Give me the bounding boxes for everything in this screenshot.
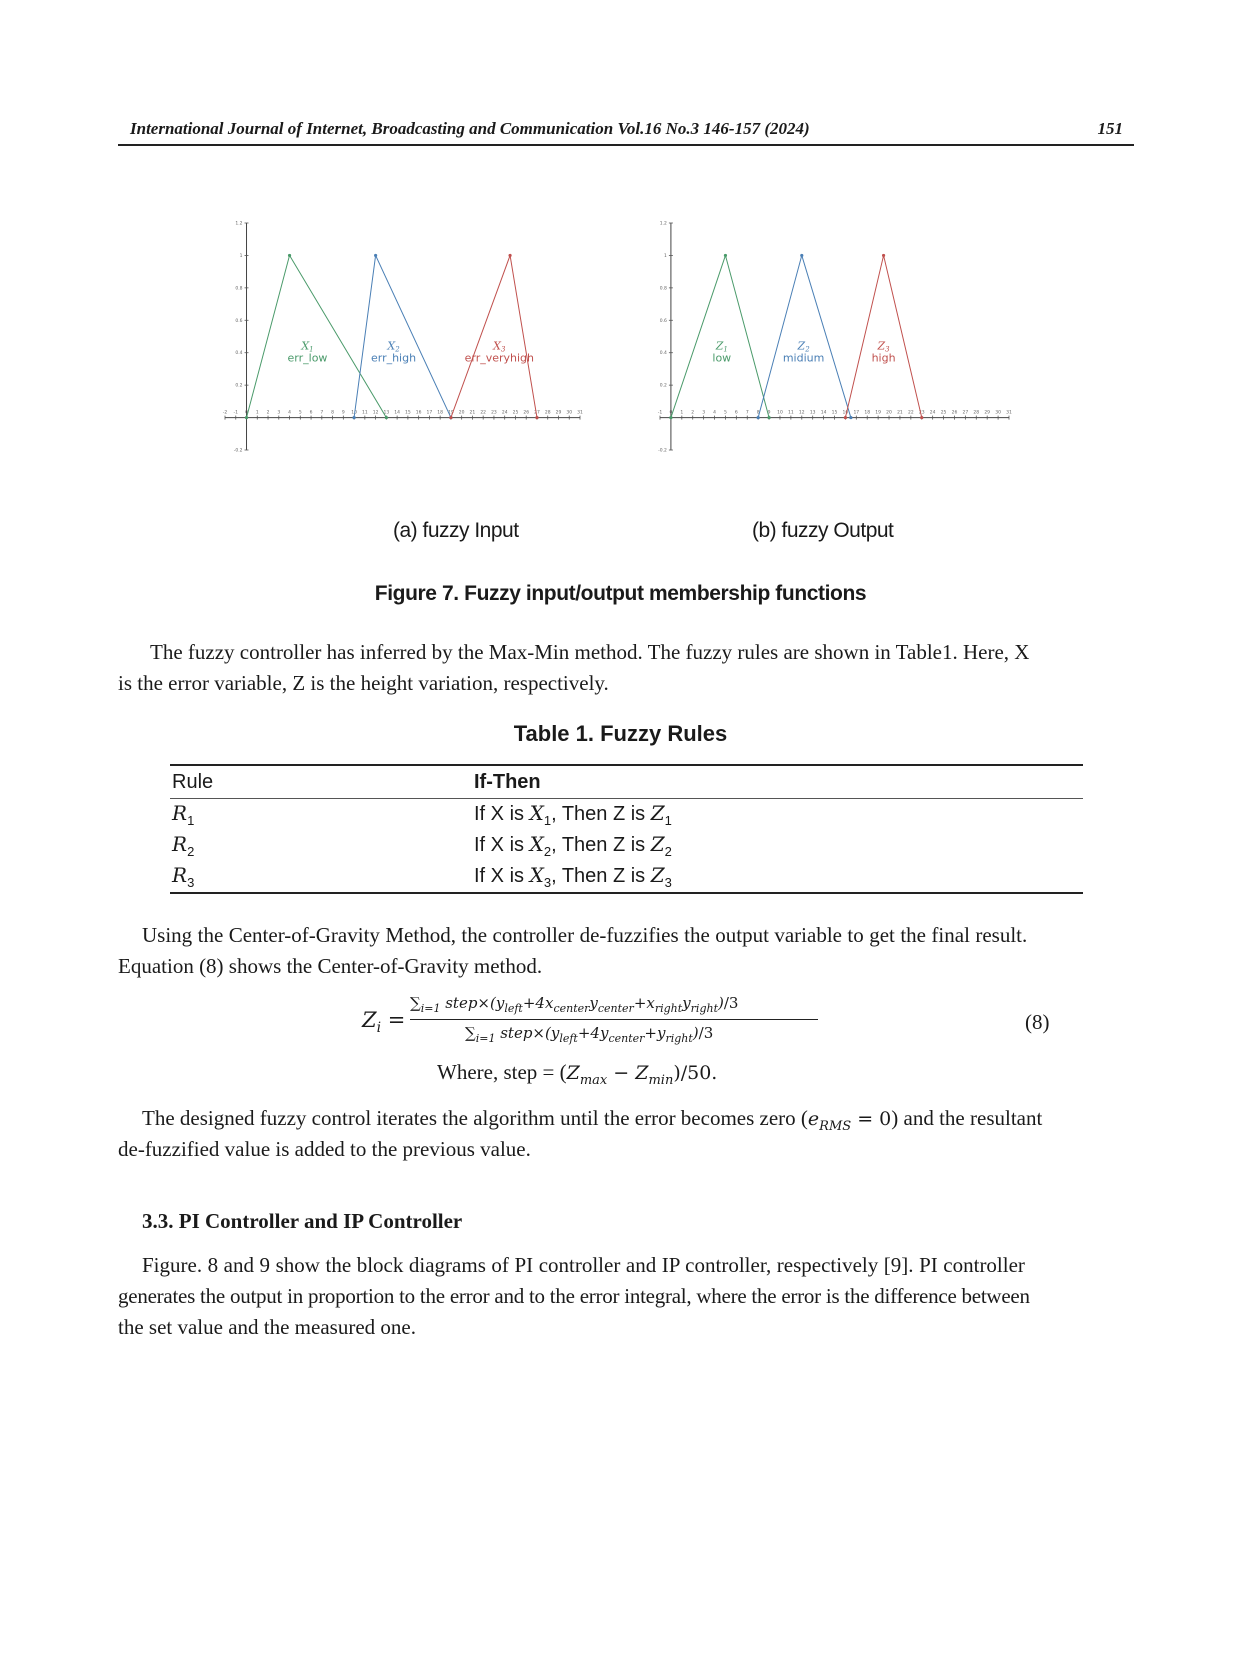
equation-number: (8): [1025, 1010, 1050, 1034]
vertex-point: [385, 416, 388, 419]
x-tick-label: 21: [897, 410, 903, 416]
x-tick-label: 5: [298, 410, 302, 416]
x-tick-label: 11: [361, 410, 368, 416]
figure-caption: Figure 7. Fuzzy input/output membership functions: [374, 582, 867, 605]
x-tick-label: 3: [702, 410, 706, 416]
x-tick-label: 6: [309, 410, 313, 416]
x-tick-label: 29: [555, 410, 562, 416]
x-tick-label: 31: [577, 410, 583, 416]
equation-denominator: $\sum_{i=1}$ $step\times(y_{left}+4y_{center}+y_{right})/3$: [465, 1024, 714, 1045]
x-tick-label: 12: [798, 410, 805, 416]
equation-fraction-bar: [410, 1019, 818, 1020]
x-tick-label: -1: [657, 410, 663, 416]
x-tick-label: 27: [962, 410, 969, 416]
x-tick-label: 23: [491, 410, 497, 416]
set-label: midium: [782, 351, 825, 365]
x-tick-label: 17: [426, 410, 433, 416]
x-tick-label: 19: [448, 410, 454, 416]
paragraph-3-line-2: de-fuzzified value is added to the previous value.: [118, 1137, 531, 1161]
x-tick-label: 25: [940, 410, 947, 416]
paragraph-3-text-a: The designed fuzzy control iterates the algorithm until the error becomes zero (: [142, 1106, 808, 1130]
subcaption-b: (b) fuzzy Output: [752, 519, 894, 542]
x-tick-label: 18: [864, 410, 871, 416]
x-tick-label: 8: [331, 410, 335, 416]
then-text: , Then Z is: [551, 803, 651, 825]
membership-line-high: [842, 255, 921, 417]
equation-lhs: $Z_i$ =: [362, 1008, 406, 1037]
y-tick-label: -0.2: [658, 448, 667, 454]
vertex-point: [724, 254, 727, 257]
set-symbol: X2: [387, 339, 400, 354]
rule-symbol: R: [172, 863, 188, 887]
if-subscript: 2: [543, 844, 552, 859]
rule-cell: [170, 830, 472, 861]
if-subscript: 1: [543, 813, 552, 828]
x-tick-label: 25: [512, 410, 519, 416]
fuzzy-output-plot: [657, 221, 1035, 468]
vertex-point: [882, 254, 885, 257]
y-tick-label: 1: [239, 253, 243, 259]
paragraph-4-line-2: generates the output in proportion to the error and to the error integral, where the error is the difference between: [118, 1284, 1030, 1308]
vertex-point: [757, 416, 760, 419]
paragraph-4-line-3: the set value and the measured one.: [118, 1315, 416, 1339]
x-tick-label: 0: [245, 410, 248, 416]
x-tick-label: 1: [680, 410, 684, 416]
y-tick-label: 0.2: [235, 383, 243, 389]
vertex-point: [920, 416, 923, 419]
paragraph-3-line-1: The designed fuzzy control iterates the algorithm until the error becomes zero $(e_{RMS} = 0)$ and the resultant: [142, 1106, 1043, 1134]
x-tick-label: 21: [469, 410, 476, 416]
x-tick-label: 7: [320, 410, 324, 416]
x-tick-label: 6: [734, 410, 738, 416]
if-text: If X is: [474, 803, 530, 825]
x-tick-label: 23: [918, 410, 925, 416]
x-tick-label: 4: [288, 410, 291, 416]
if-text: If X is: [474, 865, 530, 887]
if-then-cell: [472, 830, 1083, 861]
equation-numerator: $\sum_{i=1}$ $step\times(y_{left}+4x_{center}y_{center}+x_{right}y_{right})/3$: [410, 994, 739, 1015]
fuzzy-rules-table: [170, 764, 1083, 894]
x-tick-label: 3: [277, 410, 281, 416]
vertex-point: [767, 416, 770, 419]
paragraph-2-line-2: Equation (8) shows the Center-of-Gravity method.: [118, 954, 543, 978]
x-tick-label: 13: [809, 410, 816, 416]
set-symbol: X1: [301, 339, 314, 354]
z-symbol: Z: [650, 832, 665, 856]
table-row: [170, 830, 1083, 861]
membership-line-low: [671, 255, 769, 417]
x-tick-label: 22: [480, 410, 487, 416]
paragraph-1-line-1: The fuzzy controller has inferred by the Max-Min method. The fuzzy rules are shown in Table1. Here, X: [150, 640, 1030, 664]
header-rule: [118, 144, 1134, 146]
x-symbol: X: [529, 832, 544, 856]
set-symbol: X3: [493, 339, 506, 354]
then-text: , Then Z is: [551, 834, 651, 856]
x-tick-label: 28: [973, 410, 980, 416]
y-tick-label: 1: [664, 253, 667, 259]
x-symbol: X: [529, 801, 544, 825]
x-tick-label: 15: [831, 410, 838, 416]
rule-symbol: R: [172, 832, 188, 856]
x-tick-label: 12: [372, 410, 379, 416]
set-symbol: Z2: [797, 339, 810, 354]
then-subscript: 2: [664, 844, 672, 859]
set-label: err_high: [370, 351, 417, 365]
subcaption-a: (a) fuzzy Input: [393, 519, 519, 542]
x-tick-label: 24: [929, 410, 936, 416]
x-tick-label: 14: [394, 410, 400, 416]
x-tick-label: 9: [341, 410, 345, 416]
x-tick-label: 10: [351, 410, 357, 416]
x-tick-label: 4: [713, 410, 716, 416]
x-tick-label: 9: [767, 410, 771, 416]
x-tick-label: 5: [724, 410, 727, 416]
vertex-point: [535, 416, 538, 419]
set-symbol: Z3: [877, 339, 890, 354]
column-header-if-then: If-Then: [472, 765, 1083, 799]
running-header: International Journal of Internet, Broadcasting and Communication Vol.16 No.3 146-157 (2024): [130, 119, 810, 138]
x-tick-label: 22: [907, 410, 914, 416]
then-subscript: 1: [664, 813, 672, 828]
paragraph-3-text-b: ) and the resultant: [891, 1106, 1043, 1130]
y-tick-label: 0.8: [659, 286, 667, 292]
vertex-point: [669, 416, 672, 419]
paragraph-2-line-1: Using the Center-of-Gravity Method, the controller de-fuzzifies the output variable to get the final result.: [142, 923, 1028, 947]
vertex-point: [288, 254, 291, 257]
set-symbol: Z1: [715, 339, 728, 354]
y-tick-label: 0.8: [235, 286, 243, 292]
rule-subscript: 2: [187, 844, 195, 859]
x-tick-label: 14: [820, 410, 827, 416]
if-subscript: 3: [543, 875, 552, 890]
x-tick-label: 7: [745, 410, 749, 416]
y-tick-label: 0.2: [659, 383, 667, 389]
table-row: [170, 799, 1083, 831]
equation-where: Where, step = $(Z_{max} - Z_{min})/50$.: [437, 1060, 718, 1088]
if-text: If X is: [474, 834, 530, 856]
section-heading: 3.3. PI Controller and IP Controller: [142, 1209, 463, 1233]
page-number: 151: [1097, 119, 1123, 138]
y-tick-label: 0.4: [659, 351, 667, 357]
x-tick-label: 30: [995, 410, 1001, 416]
rule-cell: [170, 799, 472, 831]
x-tick-label: 30: [566, 410, 573, 416]
y-tick-label: 0.6: [235, 318, 243, 324]
set-label: err_veryhigh: [464, 351, 535, 365]
x-tick-label: 10: [777, 410, 783, 416]
x-tick-label: 16: [415, 410, 422, 416]
rule-symbol: R: [172, 801, 188, 825]
where-label: Where, step = (: [437, 1060, 567, 1084]
y-tick-label: 0.6: [659, 318, 667, 324]
x-tick-label: 2: [691, 410, 695, 416]
column-header-rule: Rule: [170, 765, 472, 799]
x-tick-label: 16: [842, 410, 849, 416]
if-then-cell: [472, 799, 1083, 831]
x-tick-label: 8: [756, 410, 760, 416]
x-tick-label: 29: [984, 410, 991, 416]
x-tick-label: 24: [501, 410, 508, 416]
vertex-point: [374, 254, 377, 257]
vertex-point: [849, 416, 852, 419]
x-tick-label: 27: [534, 410, 540, 416]
vertex-point: [245, 416, 248, 419]
y-tick-label: 1.2: [659, 221, 667, 227]
z-symbol: Z: [650, 863, 665, 887]
vertex-point: [449, 416, 452, 419]
x-tick-label: 20: [886, 410, 892, 416]
x-tick-label: -2: [222, 410, 228, 416]
paragraph-1-line-2: is the error variable, Z is the height variation, respectively.: [118, 671, 609, 695]
x-tick-label: 1: [255, 410, 259, 416]
x-tick-label: 17: [853, 410, 860, 416]
x-tick-label: 26: [951, 410, 958, 416]
rule-subscript: 3: [187, 875, 195, 890]
table-title: Table 1. Fuzzy Rules: [513, 721, 728, 746]
set-label: low: [712, 351, 732, 365]
if-then-cell: [472, 861, 1083, 893]
set-label: err_low: [287, 351, 328, 365]
membership-line-err_high: [354, 255, 451, 417]
paragraph-4-line-1: Figure. 8 and 9 show the block diagrams of PI controller and IP controller, respectively [9]. PI controller: [142, 1253, 1025, 1277]
y-tick-label: 1.2: [235, 221, 243, 227]
x-tick-label: 31: [1006, 410, 1012, 416]
x-tick-label: 11: [788, 410, 794, 416]
then-subscript: 3: [664, 875, 672, 890]
x-tick-label: 18: [437, 410, 444, 416]
x-symbol: X: [529, 863, 544, 887]
x-tick-label: 28: [544, 410, 551, 416]
vertex-point: [844, 416, 847, 419]
x-tick-label: 19: [875, 410, 881, 416]
set-label: high: [871, 351, 896, 365]
membership-line-err_low: [247, 255, 390, 417]
x-tick-label: 26: [523, 410, 530, 416]
membership-line-err_veryhigh: [451, 255, 537, 417]
x-tick-label: 15: [405, 410, 411, 416]
table-row: [170, 861, 1083, 893]
rule-cell: [170, 861, 472, 893]
x-tick-label: 20: [458, 410, 465, 416]
fuzzy-input-plot: [222, 221, 610, 468]
x-tick-label: 13: [383, 410, 390, 416]
vertex-point: [800, 254, 803, 257]
x-tick-label: -1: [233, 410, 239, 416]
vertex-point: [352, 416, 355, 419]
y-tick-label: -0.2: [233, 448, 243, 454]
y-tick-label: 0.4: [235, 351, 243, 357]
vertex-point: [508, 254, 511, 257]
x-tick-label: 0: [669, 410, 673, 416]
membership-line-midium: [758, 255, 851, 417]
x-tick-label: 2: [266, 410, 270, 416]
rule-subscript: 1: [187, 813, 195, 828]
z-symbol: Z: [650, 801, 665, 825]
then-text: , Then Z is: [551, 865, 651, 887]
